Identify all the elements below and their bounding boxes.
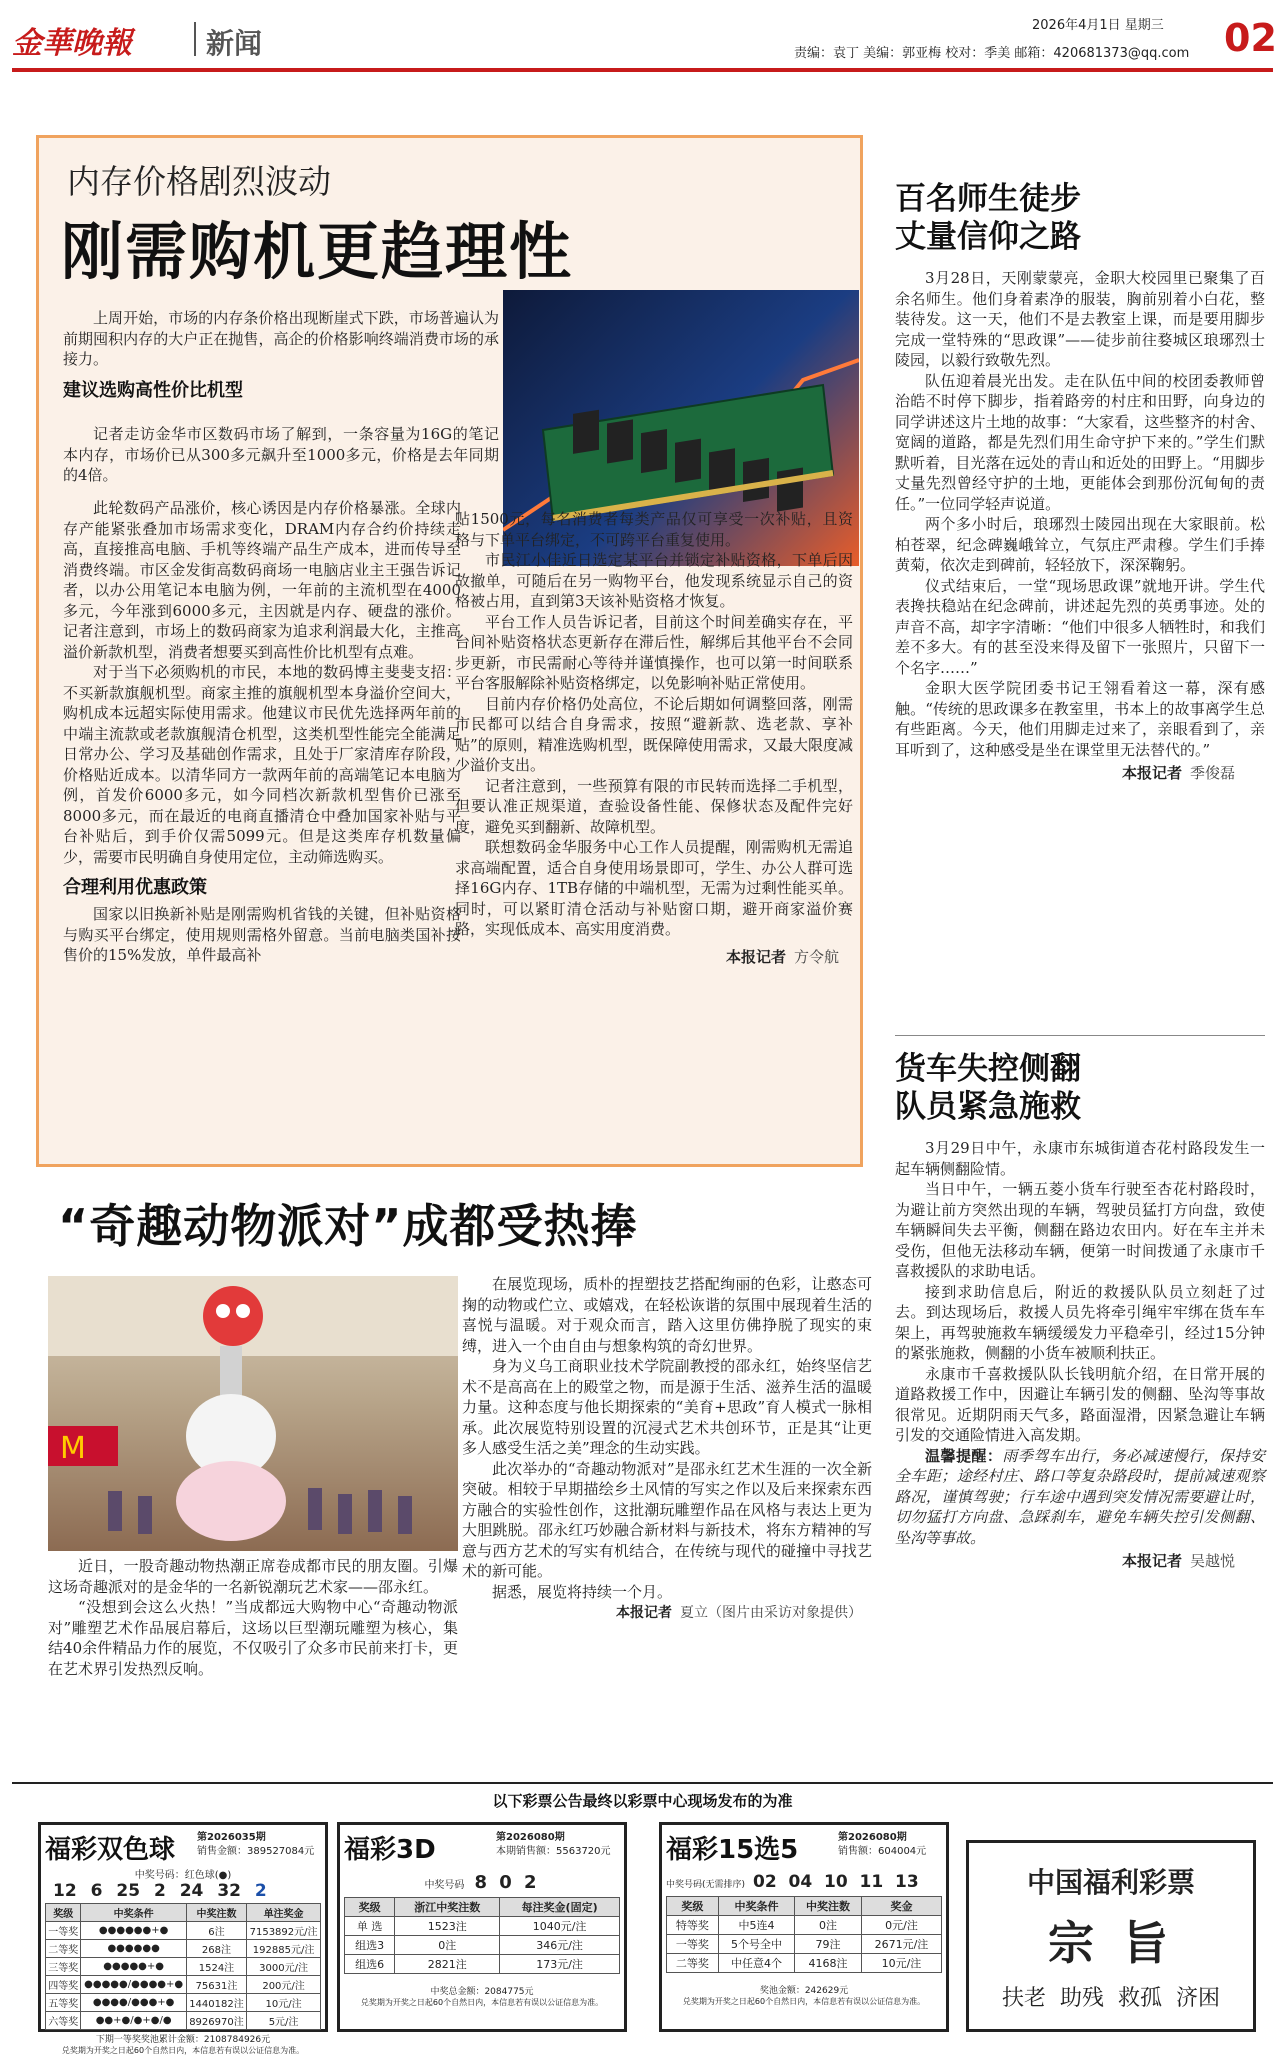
- ssq-ball: 2: [254, 1881, 267, 1901]
- feature-right-p1: 在展览现场，质朴的捏塑技艺搭配绚丽的色彩，让憨态可掬的动物或伫立、或嬉戏，在轻松诙谐的氛围中展现着生活的喜悦与温暖。对于观众而言，踏入这里仿佛挣脱了现实的束缚，进入一个由自由与想象构筑的奇幻世界。: [462, 1275, 872, 1355]
- table-row: [46, 1958, 321, 1976]
- ssq-ball: 24: [179, 1881, 204, 1901]
- table-cell: 五等奖: [46, 1994, 81, 2012]
- section-name: 新闻: [206, 27, 263, 60]
- table-cell: 268注: [186, 1940, 246, 1958]
- table-cell: 组选3: [345, 1936, 395, 1955]
- ssq-title: 福彩双色球: [45, 1835, 176, 1865]
- table-header: 单注奖金: [247, 1904, 321, 1922]
- lead-col2-p3: 目前内存价格仍处高位，不论后期如何调整回落，刚需市民都可以结合自身需求，按照“避新款、选老款、享补贴”的原则，精准选购机型，既保障使用需求，又最大限度减少溢价支出。: [455, 694, 853, 774]
- lead-col1-p3: 对于当下必须购机的市民，本地的数码博主斐斐支招：不买新款旗舰机型。商家主推的旗舰机型本身溢价空间大，购机成本远超实际使用需求。他建议市民优先选择两年前的中端主流款或老款旗舰清仓机型，这类机型性能完全能满足日常办公、学习及基础创作需求，且处于厂家清库存阶段，价格贴近成本。以清华同方一款两年前的高端笔记本电脑为例，首发价6000多元，如今同档次新款机型售价已涨至8000多元，而在最近的电商直播清仓中叠加国家补贴与平台补贴后，到手价仅需5099元。但是这类库存机数量偏少，需要市民明确自身使用定位，主动筛选购买。: [63, 663, 461, 866]
- ssq-label: 中奖号码：红色球(●): [134, 1870, 232, 1881]
- lottery-rule: [12, 1782, 1273, 1784]
- ssq-panel: [38, 1822, 328, 2055]
- table-row: [667, 1935, 942, 1954]
- fc3d-sales: 本期销售额：5563720元: [496, 1846, 611, 1857]
- fc3d-panel: [337, 1822, 627, 2032]
- table-cell: 8926970注: [186, 2012, 246, 2030]
- right2-byline: 本报记者 吴越悦: [1121, 1552, 1235, 1570]
- right-article-2: [895, 1050, 1265, 1571]
- table-cell: 中5连4: [718, 1916, 794, 1935]
- lead-col2-p1: 市民江小佳近日选定某平台并锁定补贴资格，下单后因故撤单，可随后在另一购物平台，他发现系统显示自己的资格被占用，直到第3天该补贴资格才恢复。: [455, 551, 853, 610]
- table-header: 奖金: [861, 1897, 941, 1916]
- k15-issue: 第2026080期: [838, 1832, 907, 1843]
- lead-subhead-2: 合理利用优惠政策: [63, 877, 207, 898]
- page-number: 02: [1224, 16, 1277, 60]
- lead-intro: 上周开始，市场的内存条价格出现断崖式下跌，市场普遍认为前期囤积内存的大户正在抛售，高企的价格影响终端消费市场的承接力。: [63, 309, 499, 368]
- table-cell: 一等奖: [667, 1935, 719, 1954]
- table-cell: ●●●●●●+●: [81, 1922, 186, 1940]
- table-row: [345, 1917, 620, 1936]
- table-cell: 7153892元/注: [247, 1922, 321, 1940]
- table-row: [46, 1940, 321, 1958]
- table-cell: 4168注: [795, 1954, 862, 1973]
- lottery-notice: 以下彩票公告最终以彩票中心现场发布的为准: [492, 1792, 793, 1810]
- table-cell: 5元/注: [247, 2012, 321, 2030]
- lead-article: [36, 135, 863, 1167]
- table-cell: 0元/注: [861, 1916, 941, 1935]
- lead-byline: 本报记者 方令航: [725, 947, 839, 966]
- ssq-table: [45, 1903, 321, 2030]
- table-cell: 单 选: [345, 1917, 395, 1936]
- lead-col1-p4: 国家以旧换新补贴是刚需购机省钱的关键，但补贴资格与购买平台绑定，使用规则需格外留意。当前电脑类国补按售价的15%发放，单件最高补: [63, 905, 461, 964]
- right1-p1: 3月28日，天刚蒙蒙亮，金职大校园里已聚集了百余名师生。他们身着素净的服装，胸前别着小白花，整装待发。这一天，他们不是去教室上课，而是要用脚步完成一堂特殊的“思政课”——徒步前往婺城区琅琊烈士陵园，以毅行致敬先烈。: [895, 269, 1265, 369]
- table-cell: 组选6: [345, 1955, 395, 1974]
- table-cell: 2671元/注: [861, 1935, 941, 1954]
- lead-col2-p5: 联想数码金华服务中心工作人员提醒，刚需购机无需追求高端配置，适合自身使用场景即可，学生、办公人群可选择16G内存、1TB存储的中端机型，无需为过剩性能买单。同时，可以紧盯清仓活动与补贴窗口期，避开商家溢价赛路，实现低成本、高实用度消费。: [455, 838, 853, 938]
- right1-byline: 本报记者 季俊磊: [1121, 764, 1235, 782]
- table-cell: ●●●●●/●●●●+●: [81, 1976, 186, 1994]
- table-header: 奖级: [345, 1898, 395, 1917]
- table-row: [46, 1922, 321, 1940]
- table-cell: 四等奖: [46, 1976, 81, 1994]
- lead-col2-p4: 记者注意到，一些预算有限的市民转而选择二手机型，但要认准正规渠道，查验设备性能、保修状态及配件完好度，避免买到翻新、故障机型。: [455, 776, 853, 836]
- table-header: 中奖条件: [718, 1897, 794, 1916]
- table-header: 浙江中奖注数: [395, 1898, 500, 1917]
- table-header: 奖级: [46, 1904, 81, 1922]
- feature-headline: “奇趣动物派对”成都受热捧: [58, 1199, 638, 1253]
- table-cell: ●●+●/●+●/●: [81, 2012, 186, 2030]
- table-cell: 75631注: [186, 1976, 246, 1994]
- table-cell: 5个号全中: [718, 1935, 794, 1954]
- masthead: [12, 12, 1277, 68]
- table-row: [46, 2012, 321, 2030]
- table-cell: 192885元/注: [247, 1940, 321, 1958]
- table-header: 中奖条件: [81, 1904, 186, 1922]
- right1-p4: 仪式结束后，一堂“现场思政课”就地开讲。学生代表搀扶稳站在纪念碑前，讲述起先烈的英勇事迹。处的声音不高，却字字清晰：“他们中很多人牺牲时，和我们差不多大。有的甚至没来得及留下一张照片，只留下一个名字……”: [895, 576, 1265, 677]
- editor-line: 责编：袁丁 美编：郭亚梅 校对：季美 邮箱：420681373@qq.com: [794, 46, 1190, 61]
- welfare-motto: 宗 旨: [1047, 1916, 1174, 1970]
- masthead-rule: [12, 68, 1273, 72]
- right-divider: [895, 1035, 1265, 1036]
- lead-col2-p2: 平台工作人员告诉记者，目前这个时间差确实存在，平台间补贴资格状态更新存在滞后性，解绑后其他平台不会同步更新，市民需耐心等待并谨慎操作，也可以第一时间联系平台客服解除补贴资格绑定，以免影响补贴正常使用。: [455, 612, 853, 692]
- welfare-panel: [966, 1840, 1256, 2032]
- table-cell: 一等奖: [46, 1922, 81, 1940]
- lead-col1-p2: 此轮数码产品涨价，核心诱因是内存价格暴涨。全球内存产能紧张叠加市场需求变化，DRAM内存合约价持续走高，直接推高电脑、手机等终端产品生产成本，进而传导至消费终端。市区金发街高数码商场一电脑店业主王强告诉记者，以办公用笔记本电脑为例，一年前的主流机型在4000多元，今年涨到6000多元，主因就是内存、硬盘的涨价。记者注意到，市场上的数码商家为追求利润最大化，主推高溢价新款机型，消费者想要买到高性价比机型有点难。: [63, 499, 461, 661]
- right2-headline: 货车失控侧翻 队员紧急施救: [895, 1051, 1081, 1125]
- lead-subhead-1: 建议选购高性价比机型: [63, 379, 243, 401]
- table-cell: 346元/注: [500, 1936, 620, 1955]
- ssq-ball: 12: [53, 1881, 77, 1901]
- table-cell: 0注: [395, 1936, 500, 1955]
- ssq-pool: 下期一等奖奖池累计金额：2108784926元: [95, 2035, 271, 2045]
- ssq-balls: [45, 1881, 321, 1903]
- table-cell: 173元/注: [500, 1955, 620, 1974]
- right2-tip: 温馨提醒：雨季驾车出行，务必减速慢行，保持安全车距；途经村庄、路口等复杂路段时，提前减速观察路况，谨慎驾驶；行车途中遇到突发情况需要避让时，切勿猛打方向盘、急踩刹车，避免车辆失控引发侧翻、坠沟等事故。: [895, 1446, 1265, 1547]
- table-cell: 特等奖: [667, 1916, 719, 1935]
- feature-left-p2: “没想到会这么火热！”当成都远大购物中心“奇趣动物派对”雕塑艺术作品展启幕后，这场以巨型潮玩雕塑为核心，集结40余件精品力作的展览，不仅吸引了众多市民前来打卡，更在艺术界引发热烈反响。: [48, 1598, 458, 1678]
- ssq-footnote: 兑奖期为开奖之日起60个自然日内，本信息若有误以公证信息为准。: [61, 2046, 305, 2055]
- table-header: 中奖注数: [795, 1897, 862, 1916]
- k15-total: 奖池金额：242629元: [759, 1986, 849, 1996]
- lead-col2-p0: 贴1500元，每名消费者每类产品仅可享受一次补贴，且资格与下单平台绑定，不可跨平台重复使用。: [455, 510, 853, 549]
- table-cell: 二等奖: [667, 1954, 719, 1973]
- feature-right-p3: 此次举办的“奇趣动物派对”是邵永红艺术生涯的一次全新突破。相较于早期描绘乡土风情的写实之作以及后来探索东西方融合的实验性创作，这批潮玩雕塑作品在风格与表达上更为大胆跳脱。邵永红巧妙融合新材料与新技术，将东方精神的写意与西方艺术的写实有机结合，在传统与现代的碰撞中寻找艺术的新可能。: [462, 1459, 872, 1580]
- table-cell: 六等奖: [46, 2012, 81, 2030]
- table-row: [667, 1916, 942, 1935]
- ssq-ball: 2: [153, 1881, 166, 1901]
- right2-p1: 3月29日中午，永康市东城街道杏花村路段发生一起车辆侧翻险情。: [895, 1139, 1265, 1178]
- table-cell: ●●●●/●●●+●: [81, 1994, 186, 2012]
- table-cell: 6注: [186, 1922, 246, 1940]
- fc3d-table: [344, 1897, 620, 1974]
- ssq-ball: 6: [90, 1881, 103, 1901]
- feature-right-p4: 据悉，展览将持续一个月。: [492, 1582, 673, 1601]
- table-cell: 0注: [795, 1916, 862, 1935]
- table-cell: 1440182注: [186, 1994, 246, 2012]
- table-cell: 10元/注: [861, 1954, 941, 1973]
- table-cell: ●●●●●+●: [81, 1958, 186, 1976]
- right1-p2: 队伍迎着晨光出发。走在队伍中间的校团委教师曾治皓不时停下脚步，指着路旁的村庄和田野，向身边的同学讲述这片土地的故事：“大家看，这些整齐的村舍、宽阔的道路，都是先烈们用生命守护下来的。”学生们默默听着，目光落在远处的青山和近处的田野上。“用脚步丈量先烈曾经守护的土地，更能体会到那份沉甸甸的责任。”一位同学轻声说道。: [895, 371, 1265, 513]
- right1-headline: 百名师生徒步 丈量信仰之路: [895, 181, 1081, 255]
- table-cell: 三等奖: [46, 1958, 81, 1976]
- issue-date: 2026年4月1日 星期三: [1032, 18, 1164, 33]
- k15-panel: [659, 1822, 949, 2032]
- k15-footnote: 兑奖期为开奖之日起60个自然日内，本信息若有误以公证信息为准。: [682, 1997, 926, 2006]
- sculpture-photo-icon: [48, 1276, 458, 1551]
- masthead-divider: [194, 22, 196, 56]
- ssq-ball: 25: [116, 1881, 141, 1901]
- table-cell: 79注: [795, 1935, 862, 1954]
- ssq-issue: 第2026035期: [197, 1832, 266, 1843]
- right2-p4: 永康市千喜救援队队长钱明航介绍，在日常开展的道路救援工作中，因避让车辆引发的侧翻、坠沟等事故很常见。近期阴雨天气多，路面湿滑，因紧急避让车辆引发的交通险情进入高发期。: [895, 1364, 1265, 1444]
- feature-right-p2: 身为义乌工商职业技术学院副教授的邵永红，始终坚信艺术不是高高在上的殿堂之物，而是源于生活、滋养生活的温暖力量。这种态度与他长期探索的“美育+思政”育人模式一脉相承。此次展览特别设置的沉浸式艺术共创环节，正是其“让更多人感受生活之美”理念的生动实践。: [462, 1357, 872, 1457]
- table-row: [345, 1955, 620, 1974]
- feature-photo: [48, 1276, 458, 1551]
- feature-left-p1: 近日，一股奇趣动物热潮正席卷成都市民的朋友圈。引爆这场奇趣派对的是金华的一名新锐潮玩艺术家——邵永红。: [48, 1557, 458, 1596]
- k15-table: [666, 1896, 942, 1973]
- table-cell: 中任意4个: [718, 1954, 794, 1973]
- fc3d-total: 中奖总金额：2084775元: [430, 1987, 534, 1997]
- ssq-ball: 32: [217, 1881, 241, 1901]
- right1-p5: 金职大医学院团委书记王翎看着这一幕，深有感触。“传统的思政课多在教室里，书本上的故事离学生总有些距离。今天，他们用脚走过来了，亲眼看到了，亲耳听到了，这种感受是坐在课堂里无法替代的。”: [895, 679, 1265, 759]
- table-cell: ●●●●●●: [81, 1940, 186, 1958]
- table-header: 每注奖金(固定): [500, 1898, 620, 1917]
- k15-title: 福彩15选5: [666, 1835, 799, 1865]
- right-article-1: [895, 180, 1265, 783]
- k15-sales: 销售额：604004元: [838, 1846, 927, 1857]
- table-cell: 1524注: [186, 1958, 246, 1976]
- table-cell: 二等奖: [46, 1940, 81, 1958]
- table-row: [345, 1936, 620, 1955]
- table-cell: 1523注: [395, 1917, 500, 1936]
- table-cell: 3000元/注: [247, 1958, 321, 1976]
- table-cell: 2821注: [395, 1955, 500, 1974]
- k15-number-row: 中奖号码(无需排序) 02 04 10 11 13: [666, 1872, 919, 1892]
- table-cell: 200元/注: [247, 1976, 321, 1994]
- right2-p2: 当日中午，一辆五菱小货车行驶至杏花村路段时，为避让前方突然出现的车辆，驾驶员猛打方向盘，致使车辆瞬间失去平衡，侧翻在路边农田内。好在车主并未受伤，但他无法移动车辆，便第一时间拨通了永康市千喜救援队的求助电话。: [895, 1180, 1265, 1280]
- welfare-title: 中国福利彩票: [1026, 1866, 1195, 1899]
- table-row: [667, 1954, 942, 1973]
- lead-headline: 刚需购机更趋理性: [61, 215, 574, 288]
- fc3d-footnote: 兑奖期为开奖之日起60个自然日内，本信息若有误以公证信息为准。: [360, 1998, 604, 2007]
- table-header: 中奖注数: [186, 1904, 246, 1922]
- right2-p3: 接到求助信息后，附近的救援队队员立刻赶了过去。到达现场后，救援人员先将牵引绳牢牢绑在货车车架上，再驾驶施救车辆缓缓发力平稳牵引，经过15分钟的紧张施救，侧翻的小货车被顺利扶正。: [895, 1282, 1265, 1362]
- welfare-slogan: 扶老 助残 救孤 济困: [1002, 1986, 1220, 2011]
- fc3d-title: 福彩3D: [344, 1835, 436, 1865]
- table-row: [46, 1994, 321, 2012]
- table-row: [46, 1976, 321, 1994]
- fc3d-issue: 第2026080期: [496, 1832, 565, 1843]
- svg-text:M: M: [60, 1431, 86, 1466]
- paper-logo: 金華晚報: [12, 26, 132, 61]
- ssq-sales: 销售金额：389527084元: [197, 1846, 315, 1857]
- lead-col1-p1: 记者走访金华市区数码市场了解到，一条容量为16G的笔记本内存，市场价已从300多元飙升至1000多元，价格是去年同期的4倍。: [63, 425, 499, 484]
- fc3d-number-row: 中奖号码 8 0 2: [424, 1872, 540, 1893]
- table-header: 奖级: [667, 1897, 719, 1916]
- lead-kicker: 内存价格剧烈波动: [67, 162, 331, 201]
- table-cell: 10元/注: [247, 1994, 321, 2012]
- feature-byline: 本报记者 夏立（图片由采访对象提供）: [616, 1605, 862, 1621]
- table-cell: 1040元/注: [500, 1917, 620, 1936]
- right1-p3: 两个多小时后，琅琊烈士陵园出现在大家眼前。松柏苍翠，纪念碑巍峨耸立，气氛庄严肃穆。学生们手捧黄菊，依次走到碑前，轻轻放下，深深鞠躬。: [895, 515, 1265, 574]
